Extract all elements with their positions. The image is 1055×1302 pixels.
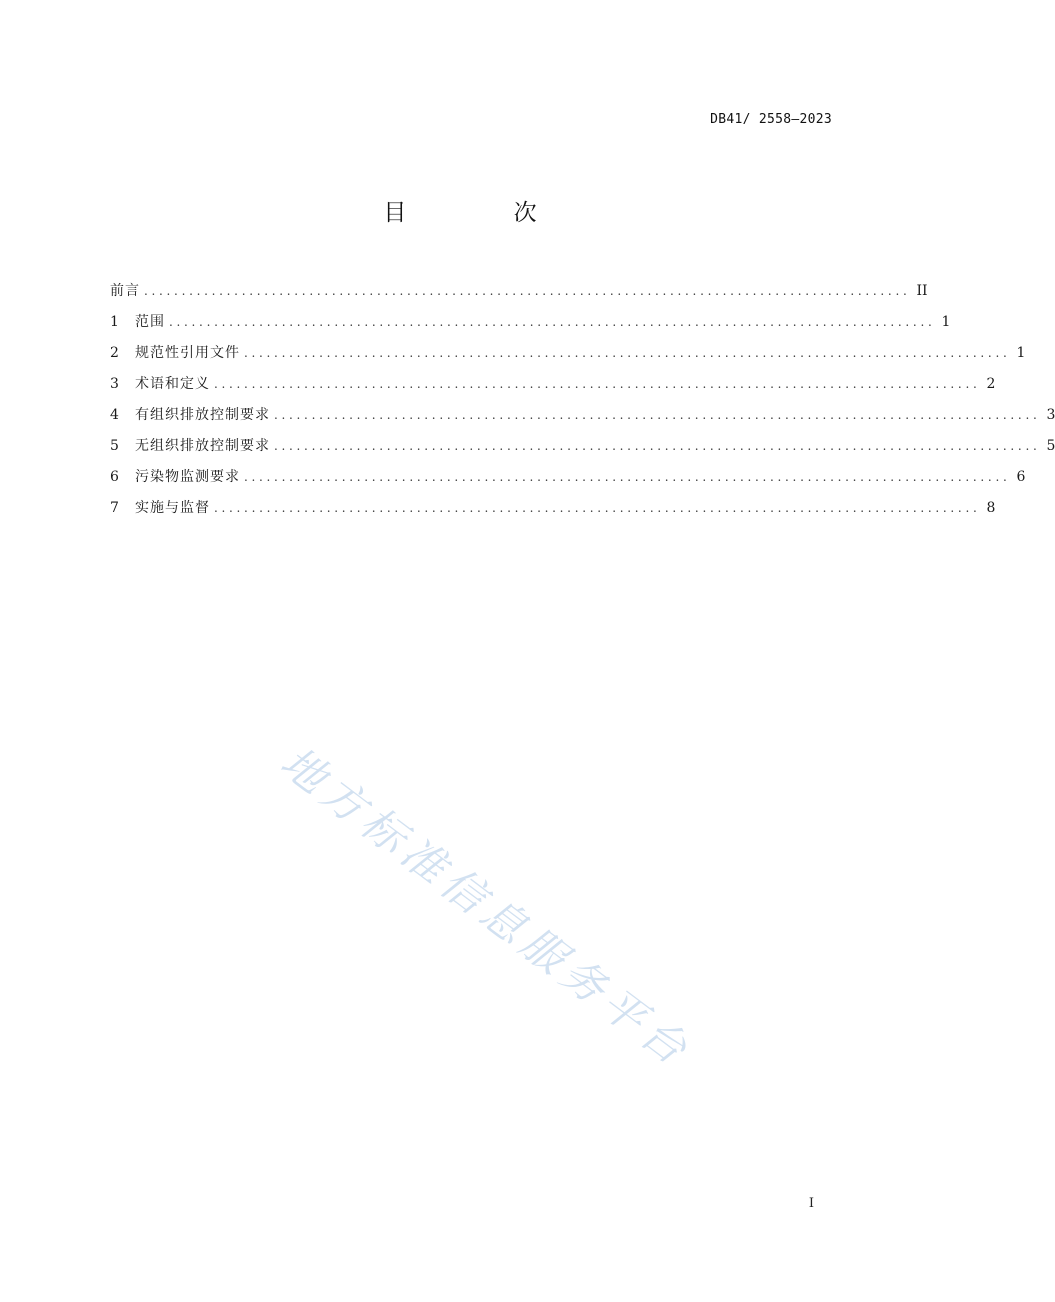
toc-entry-pollutant-monitoring[interactable]	[110, 465, 1026, 496]
toc-entry-scope[interactable]	[110, 310, 951, 341]
toc-entry-number: 3	[110, 376, 119, 392]
toc-entry-page: 5	[1046, 438, 1055, 454]
toc-dot-leader: ......................................................................................................	[214, 501, 981, 515]
standard-code: DB41/ 2558—2023	[710, 112, 832, 127]
page-number: I	[808, 1196, 814, 1211]
toc-list	[110, 279, 1055, 527]
toc-entry-page: 1	[1016, 345, 1026, 361]
toc-entry-organized-emission[interactable]	[110, 403, 1055, 434]
toc-entry-label: 范围	[135, 314, 165, 330]
toc-entry-label: 实施与监督	[135, 500, 210, 516]
toc-entry-number: 1	[110, 314, 119, 330]
toc-entry-label: 无组织排放控制要求	[135, 438, 270, 454]
toc-dot-leader: ......................................................................................................	[144, 284, 911, 298]
toc-entry-number: 6	[110, 469, 119, 485]
toc-entry-page: 3	[1046, 407, 1055, 423]
toc-entry-page: 6	[1016, 469, 1026, 485]
toc-dot-leader: ......................................................................................................	[274, 439, 1041, 453]
toc-entry-page: 8	[986, 500, 996, 516]
toc-dot-leader: ......................................................................................................	[214, 377, 981, 391]
toc-entry-number: 7	[110, 500, 119, 516]
toc-dot-leader: ......................................................................................................	[169, 315, 936, 329]
toc-entry-page: 1	[941, 314, 951, 330]
toc-entry-terms-definitions[interactable]	[110, 372, 996, 403]
toc-entry-label: 前言	[110, 283, 140, 299]
toc-entry-label: 有组织排放控制要求	[135, 407, 270, 423]
toc-entry-normative-references[interactable]	[110, 341, 1026, 372]
toc-dot-leader: ......................................................................................................	[244, 346, 1011, 360]
toc-entry-number: 5	[110, 438, 119, 454]
toc-entry-page: II	[916, 283, 928, 299]
watermark: 地方标准信息服务平台	[271, 737, 701, 1079]
toc-entry-fugitive-emission[interactable]	[110, 434, 1055, 465]
toc-entry-label: 术语和定义	[135, 376, 210, 392]
toc-entry-foreword[interactable]	[110, 279, 928, 310]
toc-entry-label: 规范性引用文件	[135, 345, 240, 361]
toc-dot-leader: ......................................................................................................	[244, 470, 1011, 484]
toc-entry-number: 4	[110, 407, 119, 423]
toc-dot-leader: ......................................................................................................	[274, 408, 1041, 422]
toc-entry-page: 2	[986, 376, 996, 392]
toc-entry-number: 2	[110, 345, 119, 361]
toc-title: 目 次	[383, 200, 587, 226]
toc-entry-implementation[interactable]	[110, 496, 996, 527]
toc-entry-label: 污染物监测要求	[135, 469, 240, 485]
